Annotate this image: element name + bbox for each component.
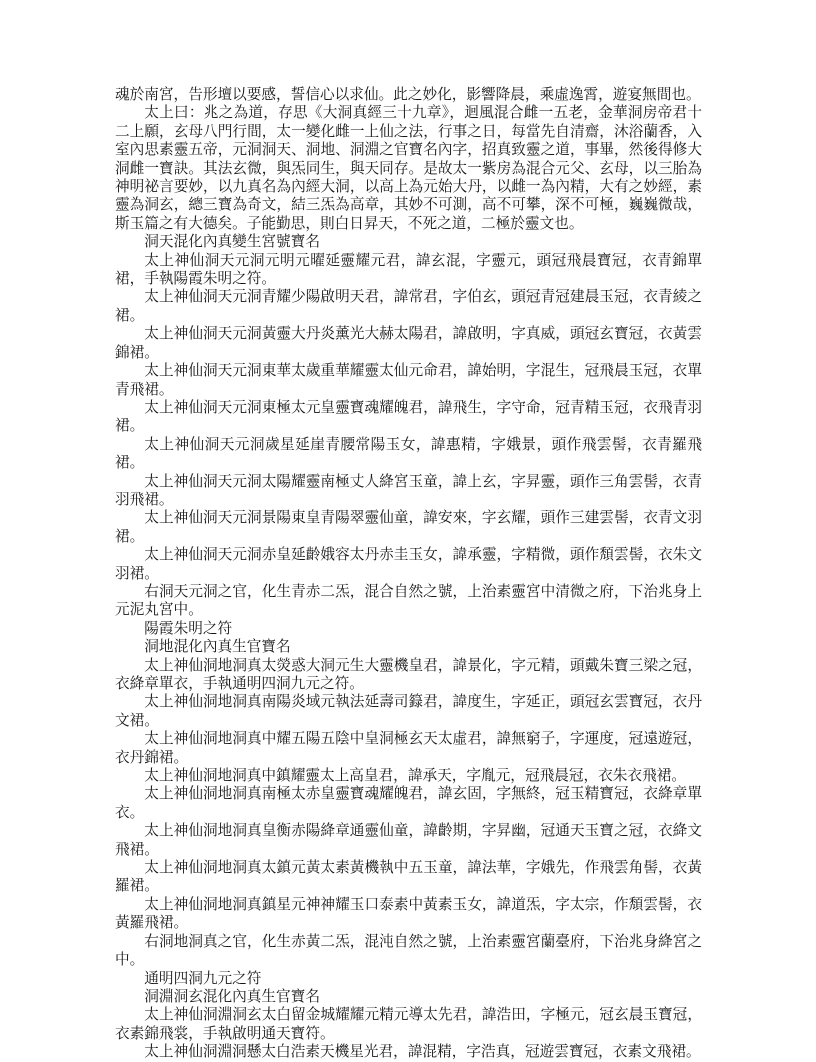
paragraph: 魂於南宮，告形壇以要感，誓信心以求仙。此之妙化，影響降晨，乘虛逸霄，遊宴無間也。 xyxy=(115,87,701,103)
paragraph: 太上神仙洞地洞真南極太赤皇靈寶魂耀魄君，諱玄固，字無終，冠玉精寶冠，衣絳章單衣。 xyxy=(115,786,702,821)
paragraph: 太上神仙洞地洞真太熒惑大洞元生大靈機皇君，諱景化，字元精，頭戴朱寶三梁之冠，衣絳章單衣，手執通明四洞九元之符。 xyxy=(115,657,702,692)
paragraph: 右洞天元洞之官，化生青赤二炁，混合自然之號，上治素靈宮中清微之府，下治兆身上元泥丸宮中。 xyxy=(115,583,702,619)
paragraph: 太上神仙洞地洞真太鎮元黃太素黃機執中五玉童，諱法華，字娥先，作飛雲角髻，衣黃羅裙。 xyxy=(115,860,702,895)
paragraph: 太上神仙洞淵洞玄太白留金城耀耀元精元導太先君，諱浩田，字極元，冠玄晨玉寶冠，衣素錦飛裳，手執啟明通天寶符。 xyxy=(115,1007,702,1042)
paragraph: 太上神仙洞天元洞歲星延崖青腰常陽玉女，諱惠精，字娥景，頭作飛雲髻，衣青羅飛裙。 xyxy=(115,436,702,472)
paragraph: 太上神仙洞地洞真中耀五陽五陰中皇洞極玄天太虛君，諱無窮子，字運度，冠遠遊冠，衣丹錦裙。 xyxy=(115,731,702,766)
paragraph: 太上神仙洞天元洞元明元曜延靈耀元君，諱玄混，字靈元，頭冠飛晨寶冠，衣青錦單裙，手執陽霞朱明之符。 xyxy=(115,252,702,288)
paragraph: 洞地混化內真生官寶名 xyxy=(144,639,291,656)
paragraph: 太上神仙洞天元洞黃靈大丹炎薰光大赫太陽君，諱啟明，字真威，頭冠玄寶冠，衣黃雲錦裙。 xyxy=(115,326,702,361)
paragraph: 通明四洞九元之符 xyxy=(144,970,262,987)
paragraph: 太上神仙洞淵洞懸太白浩素天機星光君，諱混精，字浩真，冠遊雲寶冠，衣素文飛裙。 xyxy=(144,1044,701,1061)
paragraph: 太上神仙洞天元洞赤皇延齡娥容太丹赤圭玉女，諱承靈，字精微，頭作頽雲髻，衣朱文羽裙。 xyxy=(115,547,702,582)
paragraph: 太上神仙洞天元洞青耀少陽啟明天君，諱常君，字伯玄，頭冠青冠建晨玉冠，衣青綾之裙。 xyxy=(115,289,702,324)
paragraph: 太上神仙洞地洞真皇衡赤陽絳章通靈仙童，諱齡期，字昇幽，冠通天玉寶之冠，衣絳文飛裙。 xyxy=(115,823,702,858)
paragraph: 太上神仙洞地洞真中鎮耀靈太上高皇君，諱承天，字胤元，冠飛晨冠，衣朱衣飛裙。 xyxy=(144,768,686,785)
paragraph: 陽霞朱明之符 xyxy=(144,620,233,637)
paragraph: 右洞地洞真之官，化生赤黃二炁，混沌自然之號，上治素靈宮蘭臺府，下治兆身絳宮之中。 xyxy=(115,933,702,969)
paragraph: 太上神仙洞天元洞太陽耀靈南極丈人絳宮玉童，諱上玄，字昇靈，頭作三角雲髻，衣青羽飛裙。 xyxy=(115,473,702,508)
text-body xyxy=(115,86,702,1062)
paragraph: 太上神仙洞天元洞景陽東皇青陽翠靈仙童，諱安來，字玄耀，頭作三建雲髻，衣青文羽裙。 xyxy=(115,510,702,545)
paragraph: 太上神仙洞地洞真南陽炎域元執法延壽司籙君，諱度生，字延正，頭冠玄雲寶冠，衣丹文裙。 xyxy=(115,694,702,729)
paragraph: 洞天混化內真變生宮號寶名 xyxy=(144,234,320,251)
paragraph: 太上神仙洞天元洞東華太歲重華耀靈太仙元命君，諱始明，字混生，冠飛晨玉冠，衣單青飛裙。 xyxy=(115,363,702,398)
paragraph: 太上曰：兆之為道，存思《大洞真經三十九章》，迴風混合雌一五老，金華洞房帝君十二上願，玄母八門行間，太一變化雌一上仙之法，行事之日，每當先自清齋，沐浴蘭香，入室內思素靈五帝，元洞洞天、洞地、洞淵之官寶名內字，招真致靈之道，事畢，然後得修大洞雌一寶訣。其法玄微，與炁同生，與天同存。是故太一紫房為混合元父、玄母，以三胎為神明祕言要妙，以九真名為內經大洞，以高上為元始大丹，以雌一為內精，大有之妙經，素靈為洞玄，總三寶為奇文，結三炁為高章，其妙不可測，高不可攀，深不可極，巍巍微哉，斯玉篇之有大德矣。子能勤思，則白日昇天，不死之道，二極於靈文也。 xyxy=(115,105,702,232)
paragraph: 洞淵洞玄混化內真生官寶名 xyxy=(144,988,320,1005)
paragraph: 太上神仙洞天元洞東極太元皇靈寶魂耀魄君，諱飛生，字守命，冠青精玉冠，衣飛青羽裙。 xyxy=(115,399,702,435)
paragraph: 太上神仙洞地洞真鎮星元神神耀玉口泰素中黃素玉女，諱道炁，字太宗，作頽雲髻，衣黃羅飛裙。 xyxy=(115,896,702,932)
